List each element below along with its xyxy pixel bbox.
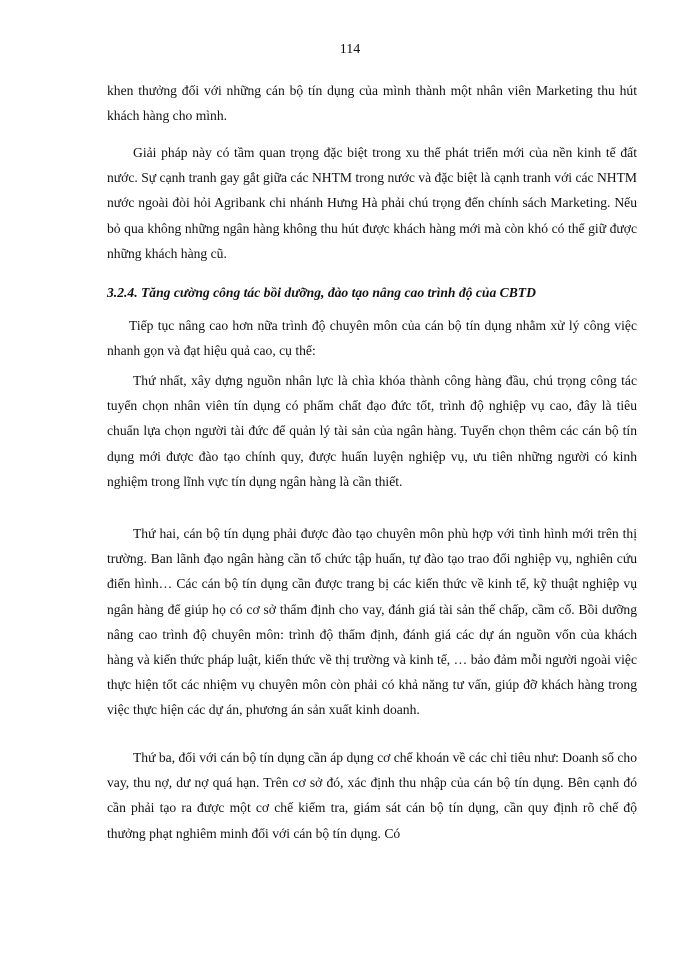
paragraph-intro: Tiếp tục nâng cao hơn nữa trình độ chuyên môn của cán bộ tín dụng nhằm xử lý công việc nhanh gọn và đạt hiệu quả cao, cụ thể: — [107, 318, 637, 359]
paragraph-continuation: khen thưởng đối với những cán bộ tín dụng của mình thành một nhân viên Marketing thu hút khách hàng cho mình. — [107, 83, 637, 124]
page-number: 114 — [339, 42, 361, 57]
paragraph-marketing-importance: Giải pháp này có tầm quan trọng đặc biệt trong xu thế phát triển mới của nền kinh tế đất nước. Sự cạnh tranh gay gắt giữa các NHTM trong nước và đặc biệt là cạnh tranh với các NHTM nước ngoài đòi hỏi Agribank chi nhánh Hưng Hà phải chú trọng đến chính sách Marketing. Nếu bỏ qua không những ngân hàng không thu hút được khách hàng mới mà còn khó có thể giữ được những khách hàng cũ. — [107, 145, 637, 261]
paragraph-second-point: Thứ hai, cán bộ tín dụng phải được đào tạo chuyên môn phù hợp với tình hình mới trên thị trường. Ban lãnh đạo ngân hàng cần tổ chức tập huấn, tự đào tạo trao đổi nghiệp vụ, nghiên cứu điển hình… Các cán bộ tín dụng cần được trang bị các kiến thức về kinh tế, kỹ thuật nghiệp vụ ngân hàng để giúp họ có cơ sở thẩm định cho vay, đánh giá tài sản thế chấp, cầm cố. Bồi dưỡng nâng cao trình độ chuyên môn: trình độ thẩm định, đánh giá các dự án nguồn vốn của khách hàng và kiến thức pháp luật, kiến thức về thị trường và kinh tế, … bảo đảm mỗi người ngoài việc thực hiện tốt các nhiệm vụ chuyên môn còn phải có khả năng tư vấn, giúp đỡ khách hàng trong việc thực hiện các dự án, phương án sản xuất kinh doanh. — [107, 526, 637, 718]
paragraph-third-point: Thứ ba, đối với cán bộ tín dụng cần áp dụng cơ chế khoán về các chỉ tiêu như: Doanh số cho vay, thu nợ, dư nợ quá hạn. Trên cơ sở đó, xác định thu nhập của cán bộ tín dụng. Bên cạnh đó cần phải tạo ra được một cơ chế kiểm tra, giám sát cán bộ tín dụng, cần quy định rõ chế độ thưởng phạt nghiêm minh đối với cán bộ tín dụng. Có — [107, 750, 637, 841]
paragraph-first-point: Thứ nhất, xây dựng nguồn nhân lực là chìa khóa thành công hàng đầu, chú trọng công tác tuyển chọn nhân viên tín dụng có phẩm chất đạo đức tốt, trình độ nghiệp vụ cao, đây là tiêu chuẩn lựa chọn người tài đức để quản lý tài sản của ngân hàng. Tuyển chọn thêm các cán bộ tín dụng mới được đào tạo chính quy, được huấn luyện nghiệp vụ, ưu tiên những người có kinh nghiệm trong lĩnh vực tín dụng ngân hàng là cần thiết. — [107, 373, 637, 489]
section-heading: 3.2.4. Tăng cường công tác bồi dưỡng, đào tạo nâng cao trình độ của CBTD — [107, 285, 536, 300]
